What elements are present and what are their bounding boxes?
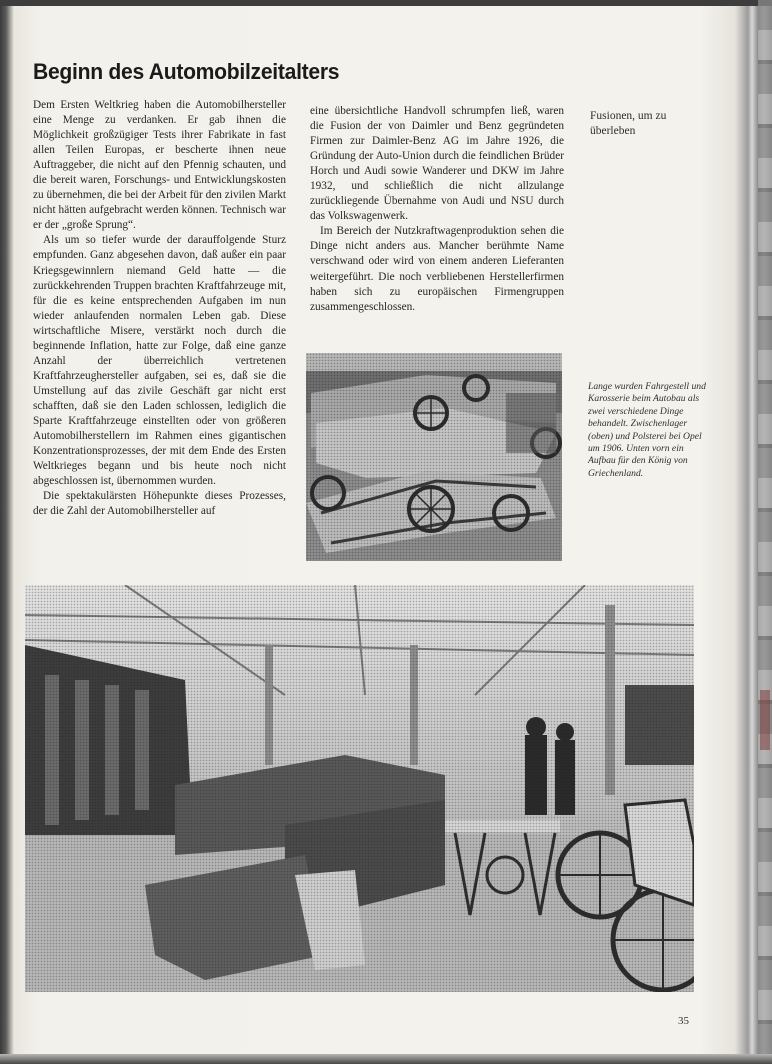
- paragraph: Als um so tiefer wurde der darauffolgende Sturz empfunden. Ganz abgesehen davon, daß außer ein paar Kriegsgewinnlern niemand Geld hatte — die zurückkehrenden Truppen brachten Kraftfahrzeuge mit, für die es keine entsprechenden Aufgaben im nun wieder anlaufenden normalen Leben gab. Diese wirtschaftliche Misere, verstärkt noch durch die beginnende Inflation, hatte zur Folge, daß eine ganze Anzahl der überreichlich vertretenen Kraftfahrzeughersteller aufgaben, sei es, daß sie die Umstellung auf das zivile Geschäft gar nicht erst schafften, daß sie den Laden schlossen, lediglich die Sparte Kraftfahrzeuge einstellten oder von größeren Automobilherstellern im Rahmen eines gigantischen Konzentrationsprozesses, der mit dem Ende des Ersten Weltkrieges begann und bis heute noch nicht abgeschlossen ist, übernommen wurden.: [33, 234, 286, 488]
- scan-top-edge: [0, 0, 772, 6]
- text-column-middle: [310, 104, 564, 315]
- page-title: Beginn des Automobilzeitalters: [33, 58, 340, 84]
- upholstery-workshop-photo-illustration: [25, 585, 694, 992]
- bookmark-ribbon: [760, 690, 770, 750]
- margin-note: Fusionen, um zu überleben: [590, 110, 667, 137]
- paragraph: Im Bereich der Nutzkraftwagenproduktion sehen die Dinge nicht anders aus. Mancher berühmte Name verschwand oder wird von einem anderen Lieferanten weitergeführt. Die noch verbliebenen Herstellerfirmen haben sich zu europäischen Firmengruppen zusammengeschlossen.: [310, 225, 564, 313]
- photo-caption: Lange wurden Fahrgestell und Karosserie beim Autobau als zwei verschiedene Dinge behandelt. Zwischenlager (oben) und Polsterei bei Opel um 1906. Unten vorn ein Aufbau für den König von Griechenland.: [588, 381, 706, 479]
- page-number: 35: [678, 1015, 689, 1027]
- chassis-storage-photo: [306, 353, 562, 561]
- book-edge: [758, 0, 772, 1064]
- chassis-storage-photo-illustration: [306, 353, 562, 561]
- paragraph: Die spektakulärsten Höhepunkte dieses Prozesses, der die Zahl der Automobilhersteller auf: [33, 490, 286, 518]
- text-column-left: [33, 98, 286, 519]
- upholstery-workshop-photo: [25, 585, 694, 992]
- scan-bottom-edge: [0, 1054, 772, 1064]
- paragraph: eine übersichtliche Handvoll schrumpfen ließ, waren die Fusion der von Daimler und Benz gegründeten Firmen zur Daimler-Benz AG im Jahre 1926, die Gründung der Auto-Union durch die feindlichen Brüder Horch und Audi sowie Wanderer und DKW im Jahre 1932, und schließlich die nicht allzulange zurückliegende Übernahme von Audi und NSU durch das Volkswagenwerk.: [310, 105, 564, 223]
- paragraph: Dem Ersten Weltkrieg haben die Automobilhersteller eine Menge zu verdanken. Er gab ihnen die Möglichkeit großzügiger Tests ihrer Fabrikate in fast allen Teilen Europas, er bescherte ihnen neue Auftraggeber, die nicht auf den Pfennig schauten, und die bereit waren, Forschungs- und Entwicklungskosten zu übernehmen, die bei der Arbeit für den zivilen Markt nicht hätten aufgebracht werden können. Technisch war er der „große Sprung“.: [33, 99, 286, 232]
